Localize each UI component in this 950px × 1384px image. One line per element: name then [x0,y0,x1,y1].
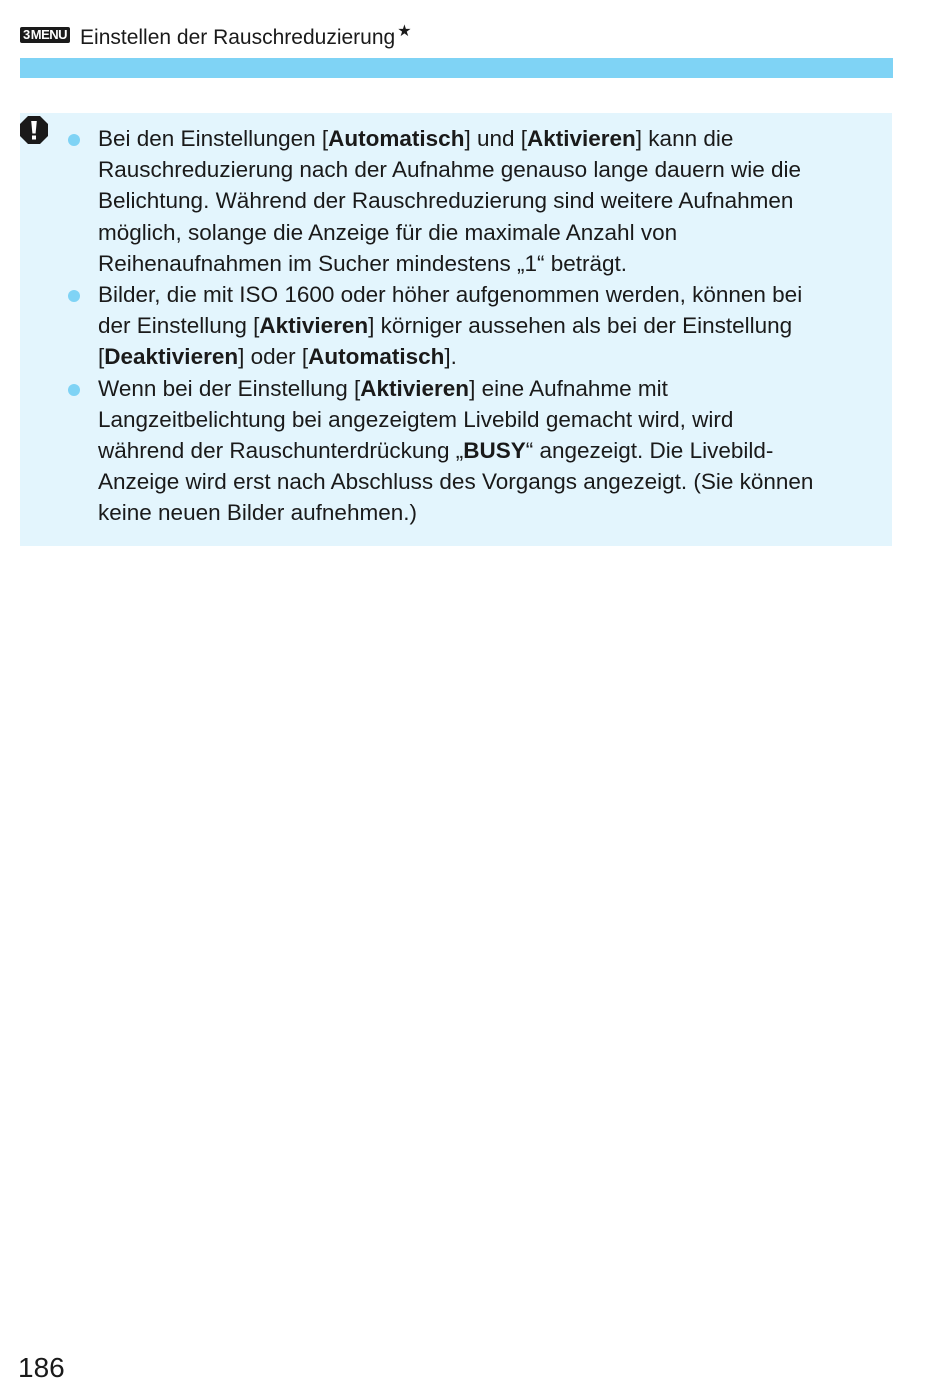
header-accent-bar [20,58,893,78]
text-line [98,123,873,154]
page-header [20,20,412,50]
text-segment: “ angezeigt. Die Livebild- [525,438,774,464]
text-segment: der Einstellung [ [98,313,260,339]
text-line [98,154,873,185]
text-segment: ] eine Aufnahme mit [469,375,668,401]
section-title-text: Einstellen der Rauschreduzierung [80,26,396,49]
bold-term: BUSY [463,438,526,464]
text-segment: Rauschreduzierung nach der Aufnahme genauso lange dauern wie die [98,157,801,183]
bold-term: Automatisch [308,344,445,370]
text-line [98,404,873,435]
caution-list-item [0,373,873,529]
bullet-dot-icon [68,134,80,146]
bold-term: Automatisch [328,126,465,151]
text-segment: [ [98,344,105,370]
text-line [98,217,873,248]
text-segment: Langzeitbelichtung bei angezeigtem Livebild gemacht wird, wird [98,406,734,432]
bold-term: Deaktivieren [104,344,239,370]
caution-list [0,123,950,529]
text-line [98,279,873,310]
text-segment: keine neuen Bilder aufnehmen.) [98,500,417,526]
menu-label: MENU [30,27,68,42]
bullet-dot-icon [68,290,80,302]
text-segment: Bei den Einstellungen [ [98,126,329,151]
text-line [98,466,873,497]
text-segment: ] körniger aussehen als bei der Einstellung [368,313,793,339]
page-number: 186 [18,1352,65,1383]
text-line [98,248,873,279]
section-title [80,18,412,52]
bold-term: Aktivieren [259,313,369,339]
star-icon: ★ [397,23,412,40]
text-segment: Bilder, die mit ISO 1600 oder höher aufgenommen werden, können bei [98,282,803,308]
text-segment: Reihenaufnahmen im Sucher mindestens „1“ beträgt. [98,250,628,276]
section-number: 3 [23,27,30,42]
text-segment: ] oder [ [238,344,309,370]
menu-tab-icon [20,27,70,43]
text-line [98,373,873,404]
text-segment: möglich, solange die Anzeige für die maximale Anzahl von [98,219,678,245]
text-line [98,435,873,466]
text-segment: während der Rauschunterdrückung „ [98,438,464,464]
text-segment: ]. [444,344,457,370]
text-segment: Belichtung. Während der Rauschreduzierung sind weitere Aufnahmen [98,188,794,214]
text-line [98,341,873,372]
text-segment: ] kann die [635,126,734,151]
caution-list-item [0,279,873,373]
text-line [98,497,873,528]
bold-term: Aktivieren [526,126,636,151]
text-segment: ] und [ [464,126,527,151]
text-line [98,185,873,216]
text-segment: Wenn bei der Einstellung [ [98,375,361,401]
bold-term: Aktivieren [360,375,470,401]
caution-list-item [0,123,873,279]
text-line [98,310,873,341]
bullet-dot-icon [68,384,80,396]
text-segment: Anzeige wird erst nach Abschluss des Vorgangs angezeigt. (Sie können [98,469,814,495]
